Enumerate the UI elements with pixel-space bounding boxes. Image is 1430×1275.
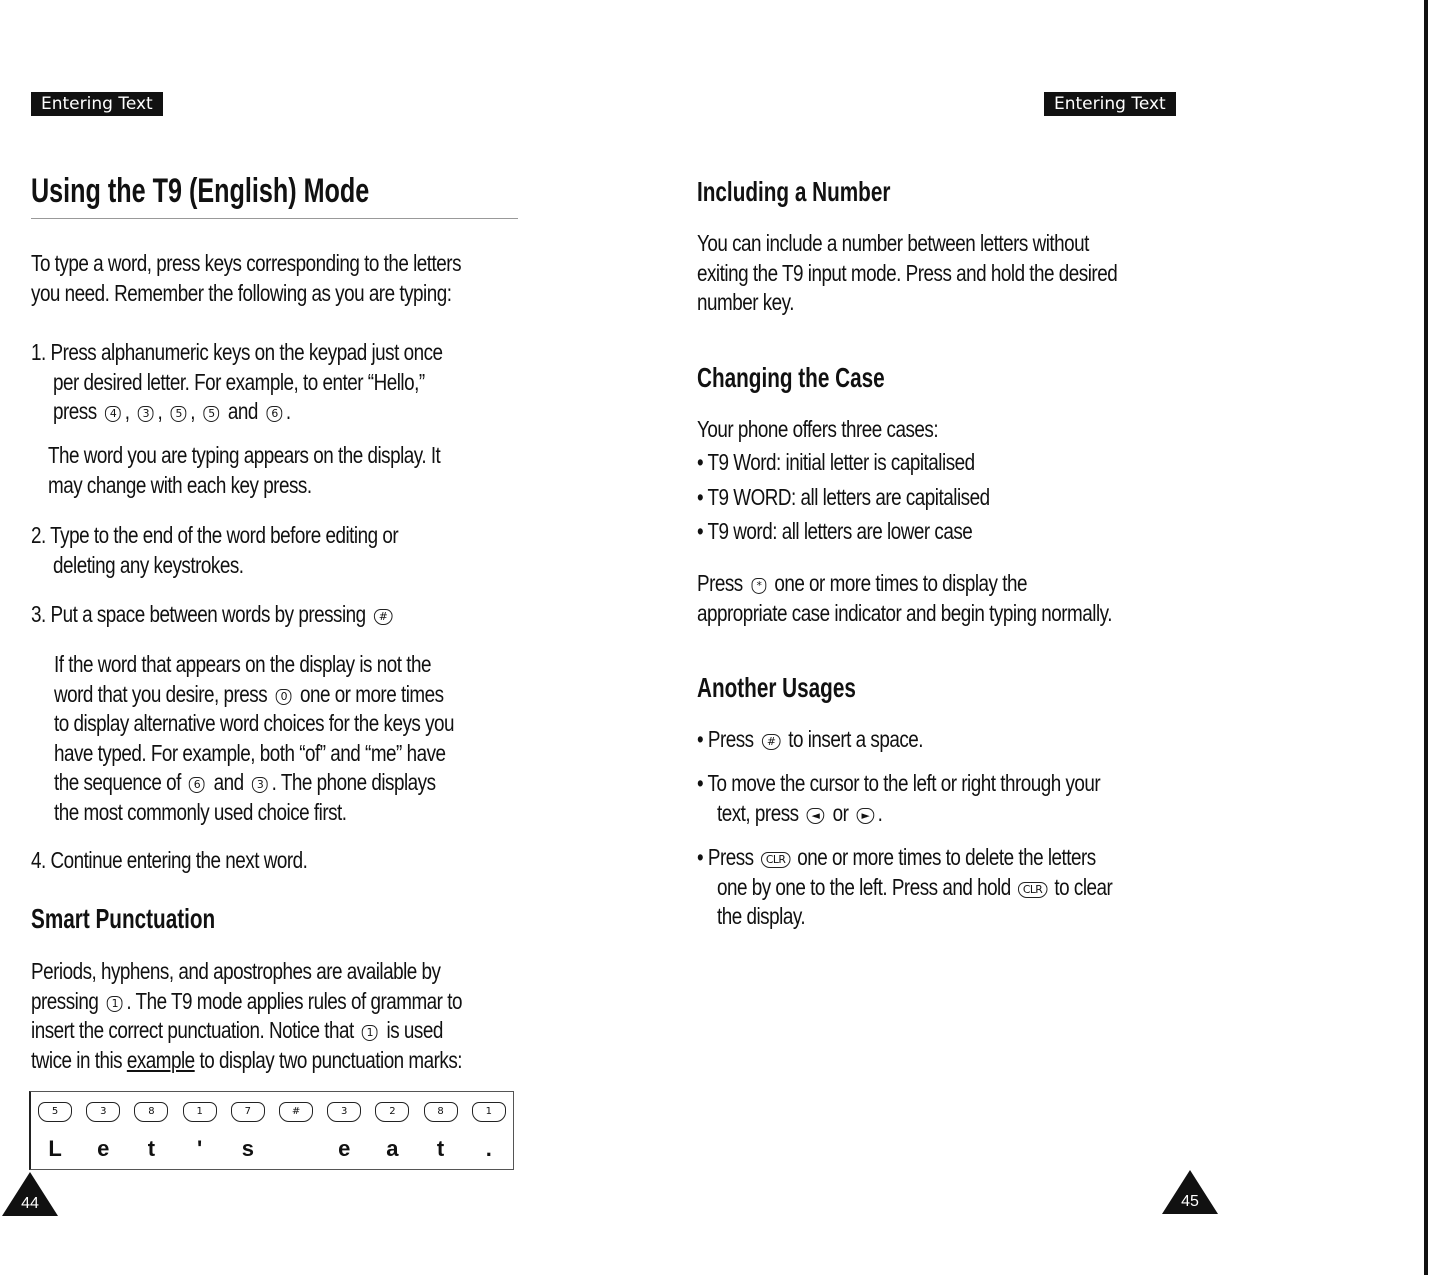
example-letter: '	[197, 1136, 203, 1161]
another-usages-heading: Another Usages	[697, 672, 856, 703]
example-keys	[31, 1102, 513, 1122]
usage-2: • To move the cursor to the left or right through your text, press ◄ or ► .	[697, 770, 1101, 826]
example-key-icon: 2	[375, 1102, 409, 1122]
example-key-icon: 5	[38, 1102, 72, 1122]
right-arrow-key-icon: ►	[857, 808, 875, 824]
smart-punctuation-text: Periods, hyphens, and apostrophes are available by pressing 1 . The T9 mode applies rules of grammar to insert the correct punctuation. Notice that 1 is used twice in this example to display two punctuation marks:	[31, 958, 463, 1073]
bullet: •	[697, 518, 704, 544]
example-letter: t	[436, 1136, 445, 1161]
case-intro: Your phone offers three cases:	[697, 416, 939, 442]
bullet: •	[697, 726, 704, 752]
section-tab-right: Entering Text	[1044, 92, 1176, 116]
bullet: •	[697, 483, 704, 510]
key-3-icon: 3	[252, 777, 268, 793]
example-letter	[280, 1136, 312, 1162]
list-item-3-note: If the word that appears on the display is not the word that you desire, press 0 one or more times to display alternative word choices for the keys you have typed. For example, both “of” and “me” have the sequence of 6 and 3 . The phone displays the most commonly used choice first.	[54, 651, 455, 825]
title-rule	[31, 218, 518, 219]
key-5-icon: 5	[171, 406, 187, 422]
example-letter: a	[386, 1136, 399, 1161]
page-number-right	[1160, 1168, 1220, 1216]
example-key-icon: 1	[183, 1102, 217, 1122]
example-letter: e	[97, 1136, 110, 1161]
example-letter: s	[241, 1136, 254, 1161]
example-letter: t	[147, 1136, 156, 1161]
key-hash-icon: #	[374, 609, 392, 625]
example-key-icon: 3	[327, 1102, 361, 1122]
including-number-text: You can include a number between letters without exiting the T9 input mode. Press and hold the desired number key.	[697, 230, 1118, 315]
key-1-icon: 1	[362, 1025, 378, 1041]
list-item-2: 2. Type to the end of the word before editing or deleting any keystrokes.	[31, 522, 399, 578]
key-0-icon: 0	[275, 689, 291, 705]
list-item-1: 1. Press alphanumeric keys on the keypad just once per desired letter. For example, to enter “Hello,” press 4 , 3 , 5 , 5 and 6 .	[31, 339, 443, 424]
list-item-4: 4. Continue entering the next word.	[31, 847, 308, 873]
example-letter: .	[485, 1136, 492, 1161]
changing-case-heading: Changing the Case	[697, 362, 885, 393]
usage-1: • Press # to insert a space.	[697, 726, 924, 752]
bullet: •	[697, 449, 704, 475]
bullet: •	[697, 770, 704, 796]
list-item-1-note: The word you are typing appears on the display. It may change with each key press.	[48, 442, 441, 498]
example-key-icon: 8	[134, 1102, 168, 1122]
list-item-3: 3. Put a space between words by pressing #	[31, 600, 476, 630]
key-clr-icon: CLR	[1018, 882, 1047, 898]
example-key-icon: 1	[472, 1102, 506, 1122]
usage-3: • Press CLR one or more times to delete the letters one by one to the left. Press and hold CLR to clear the display.	[697, 844, 1113, 929]
including-number-heading: Including a Number	[697, 176, 891, 207]
example-key-icon: 7	[231, 1102, 265, 1122]
left-arrow-key-icon: ◄	[807, 808, 825, 824]
intro-text: To type a word, press keys corresponding to the letters you need. Remember the following as you are typing:	[31, 250, 462, 306]
example-letter: L	[48, 1136, 62, 1161]
key-1-icon: 1	[107, 996, 123, 1012]
key-6-icon: 6	[189, 777, 205, 793]
key-star-icon: *	[751, 578, 766, 594]
page-title: Using the T9 (English) Mode	[31, 172, 370, 210]
page-number-right-text: 45	[1181, 1193, 1199, 1210]
example-key-icon: 8	[424, 1102, 458, 1122]
key-4-icon: 4	[105, 406, 121, 422]
example-key-icon: 3	[86, 1102, 120, 1122]
key-5-icon: 5	[203, 406, 219, 422]
page-number-left-text: 44	[21, 1195, 39, 1212]
example-letters	[31, 1136, 513, 1162]
page-number-left	[0, 1170, 60, 1218]
example-box	[29, 1091, 514, 1170]
key-clr-icon: CLR	[761, 852, 790, 868]
example-key-icon: #	[279, 1102, 313, 1122]
smart-punctuation-heading: Smart Punctuation	[31, 903, 216, 934]
case-press-text: Press * one or more times to display the appropriate case indicator and begin typing normally.	[697, 570, 1112, 626]
example-letter: e	[338, 1136, 351, 1161]
key-6-icon: 6	[266, 406, 282, 422]
bullet: •	[697, 844, 704, 870]
key-hash-icon: #	[762, 734, 780, 750]
page-edge	[1424, 0, 1428, 1275]
section-tab-left: Entering Text	[31, 92, 163, 116]
case-list: • T9 Word: initial letter is capitalised • T9 WORD: all letters are capitalised • T9 word: all letters are lower case	[697, 449, 990, 544]
key-3-icon: 3	[138, 406, 154, 422]
